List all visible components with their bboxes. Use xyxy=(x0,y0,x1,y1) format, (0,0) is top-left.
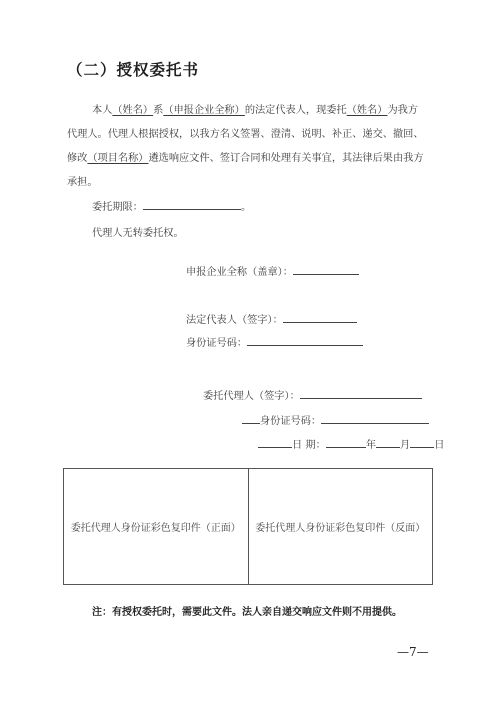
id-back-cell[interactable] xyxy=(248,469,433,584)
day-blank[interactable] xyxy=(410,438,434,448)
company-placeholder: （申报企业全称） xyxy=(163,105,245,116)
body-line-1 xyxy=(92,101,418,116)
body-line-2: 代理人。代理人根据授权，以我方名义签署、澄清、说明、补正、递交、撤回、 xyxy=(67,129,424,140)
body-line-4: 承担。 xyxy=(67,177,98,188)
id-copy-box xyxy=(63,468,433,585)
legal-rep-label: 法定代表人（签字）： xyxy=(186,315,283,326)
legal-rep-blank[interactable] xyxy=(283,313,357,323)
project-placeholder: （项目名称） xyxy=(87,153,149,164)
text-segment: 本人 xyxy=(92,105,113,116)
id-front-label: 委托代理人身份证彩色复印件（正面） xyxy=(70,523,241,534)
company-seal-label: 申报企业全称（盖章）： xyxy=(186,267,293,278)
agent-label: 委托代理人（签字）： xyxy=(203,391,300,402)
id-blank[interactable] xyxy=(247,336,363,346)
id-leading-blank[interactable] xyxy=(242,414,260,424)
month-label: 月 xyxy=(400,440,411,451)
date-row xyxy=(258,436,444,451)
name-placeholder: （姓名） xyxy=(112,105,154,116)
agent-blank[interactable] xyxy=(300,389,422,399)
company-seal-row xyxy=(186,263,359,278)
period-end: 。 xyxy=(240,202,252,213)
text-segment: 系 xyxy=(153,105,164,116)
period-label: 委托期限： xyxy=(92,202,143,213)
period-blank[interactable] xyxy=(143,200,241,210)
footnote: 注：有授权委托时，需要此文件。法人亲自递交响应文件则不用提供。 xyxy=(92,607,402,618)
legal-rep-row xyxy=(186,311,357,326)
text-segment: 修改 xyxy=(67,153,88,164)
text-segment: 遴选响应文件、签订合同和处理有关事宜，其法律后果由我方 xyxy=(148,153,424,164)
id-blank[interactable] xyxy=(321,414,429,424)
text-segment: 的法定代表人，现委托 xyxy=(244,105,347,116)
text-segment: 为我方 xyxy=(387,105,418,116)
id-back-label: 委托代理人身份证彩色复印件（反面） xyxy=(255,523,426,534)
id-front-cell[interactable] xyxy=(64,469,248,584)
page-title: （二）授权委托书 xyxy=(67,61,200,79)
day-label: 日 xyxy=(434,440,445,451)
year-blank[interactable] xyxy=(326,438,366,448)
period-line xyxy=(92,198,251,213)
id-label: 身份证号码： xyxy=(186,338,248,349)
month-blank[interactable] xyxy=(376,438,400,448)
id-row-1 xyxy=(186,334,363,349)
id-label: 身份证号码： xyxy=(260,416,322,427)
id-row-2 xyxy=(242,412,429,427)
name-placeholder: （姓名） xyxy=(346,105,388,116)
agent-row xyxy=(203,387,422,402)
year-label: 年 xyxy=(365,440,376,451)
company-seal-blank[interactable] xyxy=(293,265,359,275)
no-transfer-text: 代理人无转委托权。 xyxy=(92,228,184,239)
body-line-3 xyxy=(67,149,424,164)
date-leading-blank[interactable] xyxy=(258,438,292,448)
page-number: —7— xyxy=(397,645,429,659)
date-label: 日 期： xyxy=(292,440,326,451)
